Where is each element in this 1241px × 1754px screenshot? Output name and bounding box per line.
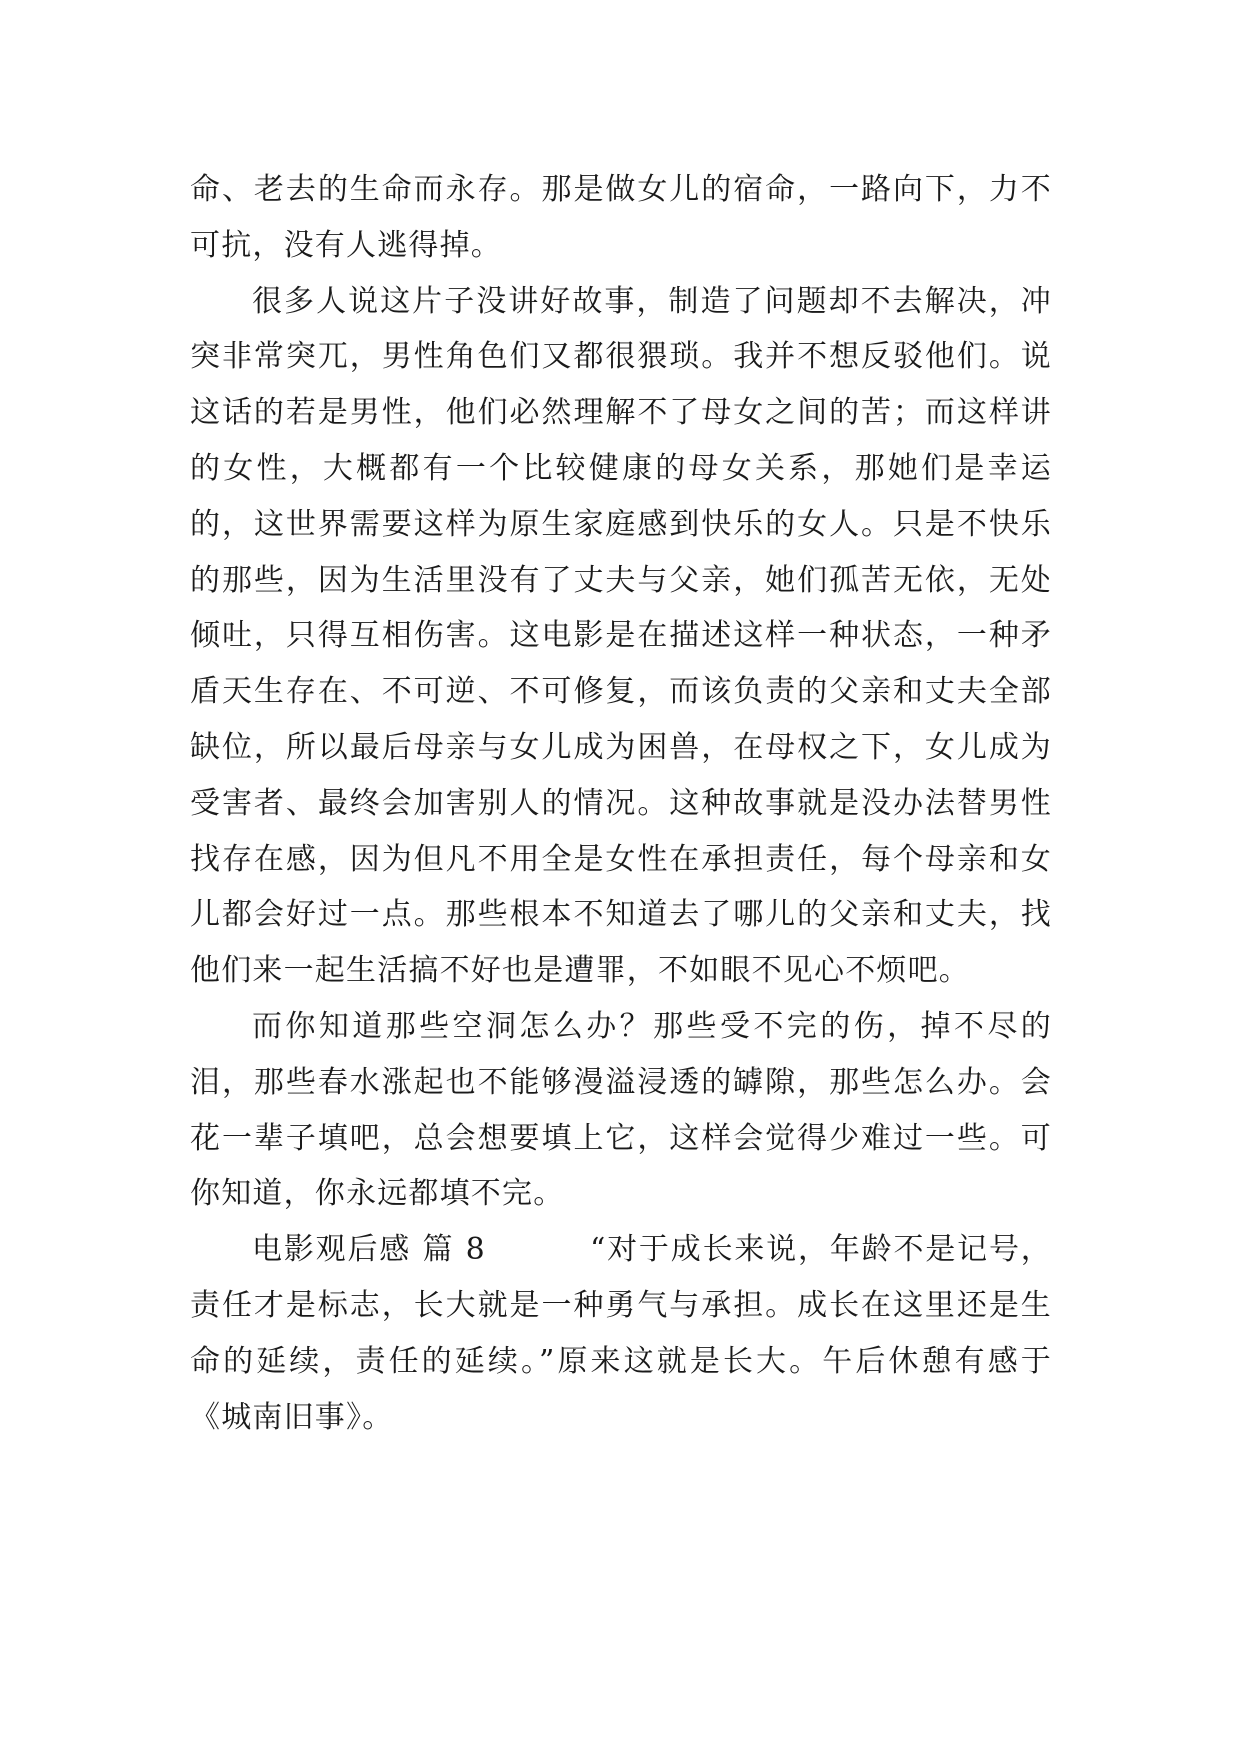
- body-text: [190, 162, 1052, 1445]
- paragraph-2: 很多人说这片子没讲好故事，制造了问题却不去解决，冲突非常突兀，男性角色们又都很猥琐。我并不想反驳他们。说这话的若是男性，他们必然理解不了母女之间的苦；而这样讲的女性，大概都有一个比较健康的母女关系，那她们是幸运的，这世界需要这样为原生家庭感到快乐的女人。只是不快乐的那些，因为生活里没有了丈夫与父亲，她们孤苦无依，无处倾吐，只得互相伤害。这电影是在描述这样一种状态，一种矛盾天生存在、不可逆、不可修复，而该负责的父亲和丈夫全部缺位，所以最后母亲与女儿成为困兽，在母权之下，女儿成为受害者、最终会加害别人的情况。这种故事就是没办法替男性找存在感，因为但凡不用全是女性在承担责任，每个母亲和女儿都会好过一点。那些根本不知道去了哪儿的父亲和丈夫，找他们来一起生活搞不好也是遭罪，不如眼不见心不烦吧。: [190, 283, 1052, 989]
- paragraph-3: 而你知道那些空洞怎么办？那些受不完的伤，掉不尽的泪，那些春水涨起也不能够漫溢浸透的罅隙，那些怎么办。会花一辈子填吧，总会想要填上它，这样会觉得少难过一些。可你知道，你永远都填不完。: [190, 1008, 1052, 1212]
- paragraph-1: 命、老去的生命而永存。那是做女儿的宿命，一路向下，力不可抗，没有人逃得掉。: [190, 172, 1052, 263]
- paragraph-4: [190, 1222, 1052, 1445]
- paragraph-4-body: “对于成长来说，年龄不是记号，责任才是标志，长大就是一种勇气与承担。成长在这里还是生命的延续，责任的延续。”原来这就是长大。午后休憩有感于《城南旧事》。: [190, 1232, 1052, 1435]
- section-heading: 电影观后感 篇 8: [252, 1232, 486, 1268]
